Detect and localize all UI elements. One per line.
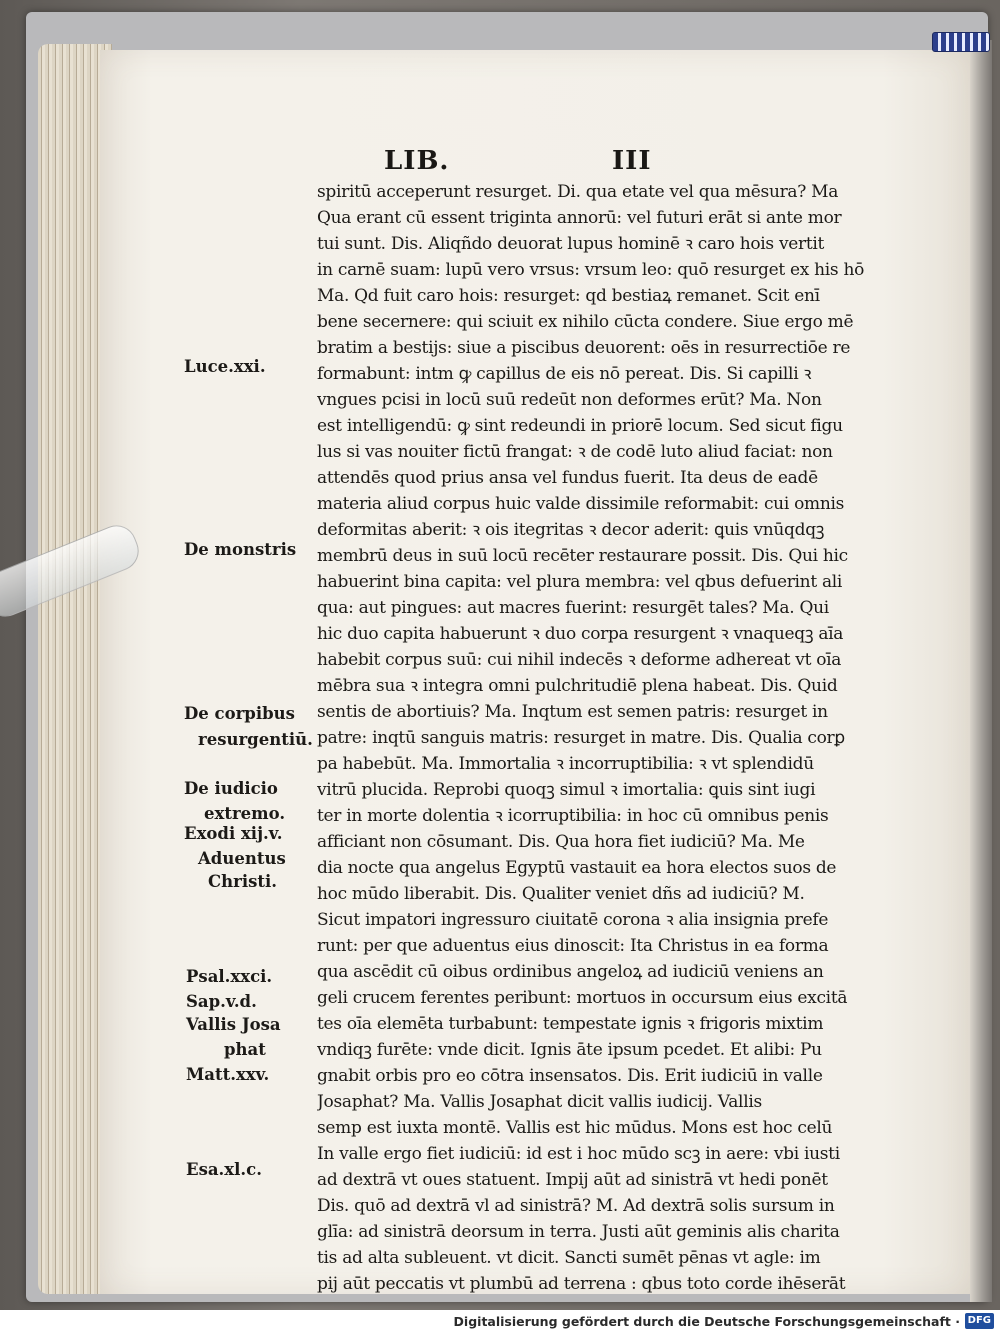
text-line: tis ad alta subleuent. vt dicit. Sancti sumēt pēnas vt agle: im [317, 1248, 821, 1268]
text-line: afficiant non cōsumant. Dis. Qua hora fiet iudiciū? Ma. Me [317, 832, 805, 852]
text-line: qua ascēdit cū oibus ordinibus angeloꝝ ad iudiciū veniens an [317, 962, 824, 982]
digitization-footer [0, 1310, 1000, 1334]
text-line: runt: per que aduentus eius dinoscit: Ita Christus in ea forma [317, 936, 829, 956]
text-line: pij aūt peccatis vt plumbū ad terrena : qbus toto corde ihēserāt [317, 1274, 846, 1294]
text-line: attendēs quod prius ansa vel fundus fuerit. Ita deus de eadē [317, 468, 818, 488]
text-line: habuerint bina capita: vel plura membra: vel qbus defuerint ali [317, 572, 843, 592]
marginal-note: extremo. [204, 804, 286, 823]
text-line: lus si vas nouiter fictū frangat: ꝛ de codē luto aliud faciat: non [317, 442, 833, 462]
text-line: semp est iuxta montē. Vallis est hic mūdus. Mons est hoc celū [317, 1118, 833, 1138]
text-line: glīa: ad sinistrā deorsum in terra. Justi aūt geminis alis charita [317, 1222, 840, 1242]
text-line: sentis de abortiuis? Ma. Inqtum est semen patris: resurget in [317, 702, 828, 722]
marginal-note: Aduentus [198, 849, 286, 868]
marginal-note: phat [224, 1040, 266, 1059]
book-gutter [970, 40, 992, 1302]
text-line: hic duo capita habuerunt ꝛ duo corpa resurgent ꝛ vnaqueqꝫ aīa [317, 624, 844, 644]
text-line: Ma. Qd fuit caro hois: resurget: qd bestiaꝝ remanet. Scit enī [317, 286, 820, 306]
marginal-note: Matt.xxv. [186, 1065, 270, 1084]
clasp-icon [932, 32, 990, 52]
marginal-note: resurgentiū. [198, 730, 313, 749]
text-line: bene secernere: qui sciuit ex nihilo cūcta condere. Siue ergo mē [317, 312, 854, 332]
funding-notice: Digitalisierung gefördert durch die Deutsche Forschungsgemeinschaft · [453, 1314, 960, 1329]
text-line: patre: inqtū sanguis matris: resurget in matre. Dis. Qualia corꝑ [317, 728, 845, 748]
marginal-note: Esa.xl.c. [186, 1160, 262, 1179]
text-line: materia aliud corpus huic valde dissimile reformabit: cui omnis [317, 494, 845, 514]
text-line: vngues pcisi in locū suū redeūt non deformes erūt? Ma. Non [317, 390, 822, 410]
marginal-note: De iudicio [184, 779, 278, 798]
text-line: ad dextrā vt oues statuent. Impij aūt ad sinistrā vt hedi ponēt [317, 1170, 828, 1190]
text-line: formabunt: intm ꝙ capillus de eis nō pereat. Dis. Si capilli ꝛ [317, 364, 812, 384]
text-line: vitrū plucida. Reprobi quoqꝫ simul ꝛ imortalia: ꝗuis sint iugi [317, 780, 816, 800]
text-line: gnabit orbis pro eo cōtra insensatos. Dis. Erit iudiciū in valle [317, 1066, 823, 1086]
text-line: Qua erant cū essent triginta annorū: vel futuri erāt si ante mor [317, 208, 842, 228]
text-line: Josaphat? Ma. Vallis Josaphat dicit vallis iudicij. Vallis [317, 1092, 762, 1112]
running-header-left: LIB. [384, 146, 450, 176]
text-line: tes oīa elemēta turbabunt: tempestate ignis ꝛ frigoris mixtim [317, 1014, 824, 1034]
marginal-note: Psal.xxci. [186, 967, 273, 986]
text-line: habebit corpus suū: cui nihil indecēs ꝛ deforme adhereat vt oīa [317, 650, 842, 670]
text-line: In valle ergo fiet iudiciū: id est i hoc mūdo scꝫ in aere: vbi iusti [317, 1144, 840, 1164]
text-block [317, 179, 905, 1297]
text-line: membrū deus in suū locū recēter restaurare possit. Dis. Qui hic [317, 546, 848, 566]
text-line: pa habebūt. Ma. Immortalia ꝛ incorruptibilia: ꝛ vt splendidū [317, 754, 814, 774]
marginal-note: De monstris [184, 540, 297, 559]
marginal-note: Christi. [208, 872, 278, 891]
marginal-note: Sap.v.d. [186, 992, 257, 1011]
text-line: in carnē suam: lupū vero vrsus: vrsum leo: quō resurget ex his hō [317, 260, 865, 280]
running-header-folio: III [612, 146, 652, 176]
text-line: est intelligendū: ꝙ sint redeundi in priorē locum. Sed sicut figu [317, 416, 843, 436]
marginal-note: Luce.xxi. [184, 357, 266, 376]
text-line: Dis. quō ad dextrā vl ad sinistrā? M. Ad dextrā solis sursum in [317, 1196, 835, 1216]
text-line: spiritū acceperunt resurget. Di. qua etate vel qua mēsura? Ma [317, 182, 839, 202]
text-line: tui sunt. Dis. Aliqñdo deuorat lupus hominē ꝛ caro hois vertit [317, 234, 825, 254]
text-line: vndiqꝫ furēte: vnde dicit. Ignis āte ipsum pcedet. Et alibi: Pu [317, 1040, 822, 1060]
marginal-note: De corpibus [184, 704, 295, 723]
text-line: qua: aut pingues: aut macres fuerint: resurgēt tales? Ma. Qui [317, 598, 829, 618]
marginal-note: Exodi xij.v. [184, 824, 283, 843]
text-line: mēbra sua ꝛ integra omni pulchritudiē plena habeat. Dis. Quid [317, 676, 838, 696]
text-line: geli crucem ferentes peribunt: mortuos in occursum eius excitā [317, 988, 848, 1008]
text-line: deformitas aberit: ꝛ ois itegritas ꝛ decor aderit: ꝗuis vnūqdqꝫ [317, 520, 825, 540]
dfg-logo-icon: DFG [965, 1313, 994, 1329]
text-line: dia nocte qua angelus Egyptū vastauit ea hora electos suos de [317, 858, 837, 878]
text-line: ter in morte dolentia ꝛ icorruptibilia: in hoc cū omnibus penis [317, 806, 829, 826]
text-line: hoc mūdo liberabit. Dis. Qualiter veniet dñs ad iudiciū? M. [317, 884, 805, 904]
text-line: bratim a bestijs: siue a piscibus deuorent: oēs in resurrectiōe re [317, 338, 851, 358]
marginal-note: Vallis Josa [186, 1015, 281, 1034]
text-line: Sicut impatori ingressuro ciuitatē corona ꝛ alia insignia prefe [317, 910, 829, 930]
